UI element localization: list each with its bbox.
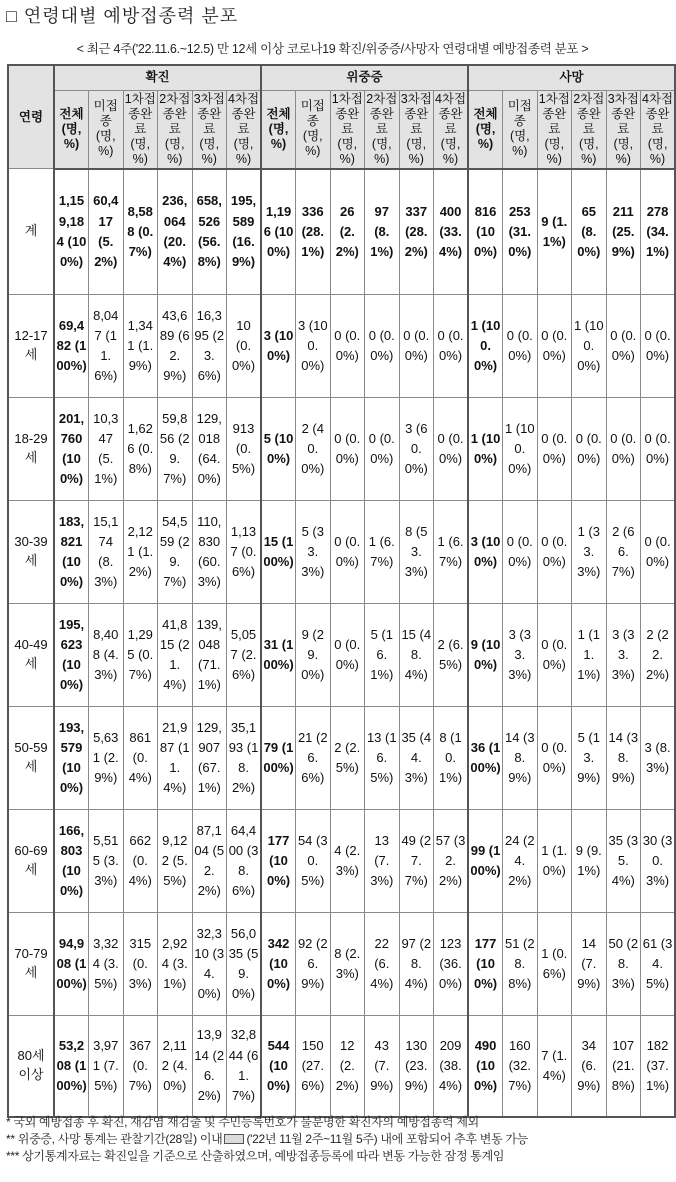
age-header: 연령 xyxy=(8,65,54,169)
confirmed-value-cell: 41,815 (21.4%) xyxy=(158,604,193,707)
footnote-2 xyxy=(6,1131,661,1148)
confirmed-value-cell: 129,907 (67.1%) xyxy=(192,707,227,810)
severe-value-cell: 177 (100%) xyxy=(261,810,296,913)
group-header-confirmed: 확진 xyxy=(54,65,261,90)
confirmed-value-cell: 3,971 (7.5%) xyxy=(89,1016,124,1117)
column-header-death-4: 3차접종완료 (명, %) xyxy=(606,90,641,169)
age-cell: 70-79세 xyxy=(8,913,54,1016)
confirmed-value-cell: 15,174 (8.3%) xyxy=(89,501,124,604)
group-header-severe: 위중증 xyxy=(261,65,468,90)
death-value-cell: 0 (0.0%) xyxy=(503,501,538,604)
table-row xyxy=(8,810,675,913)
confirmed-value-cell: 69,482 (100%) xyxy=(54,295,89,398)
confirmed-value-cell: 87,104 (52.2%) xyxy=(192,810,227,913)
death-value-cell: 9 (9.1%) xyxy=(572,810,607,913)
confirmed-value-cell: 195,589 (16.9%) xyxy=(227,169,262,295)
column-header-severe-2: 1차접종완료 (명, %) xyxy=(330,90,365,169)
severe-value-cell: 49 (27.7%) xyxy=(399,810,434,913)
severe-value-cell: 1 (6.7%) xyxy=(365,501,400,604)
column-header-death-5: 4차접종완료 (명, %) xyxy=(641,90,676,169)
column-header-severe-5: 4차접종완료 (명, %) xyxy=(434,90,469,169)
confirmed-value-cell: 60,417 (5.2%) xyxy=(89,169,124,295)
table-row xyxy=(8,398,675,501)
death-value-cell: 61 (34.5%) xyxy=(641,913,676,1016)
age-cell: 계 xyxy=(8,169,54,295)
severe-value-cell: 97 (8.1%) xyxy=(365,169,400,295)
death-value-cell: 107 (21.8%) xyxy=(606,1016,641,1117)
confirmed-value-cell: 315 (0.3%) xyxy=(123,913,158,1016)
death-value-cell: 34 (6.9%) xyxy=(572,1016,607,1117)
column-header-confirmed-5: 4차접종완료 (명, %) xyxy=(227,90,262,169)
column-header-severe-4: 3차접종완료 (명, %) xyxy=(399,90,434,169)
table-row xyxy=(8,295,675,398)
confirmed-value-cell: 9,122 (5.5%) xyxy=(158,810,193,913)
severe-value-cell: 0 (0.0%) xyxy=(434,295,469,398)
severe-value-cell: 26 (2.2%) xyxy=(330,169,365,295)
severe-value-cell: 43 (7.9%) xyxy=(365,1016,400,1117)
age-cell: 18-29세 xyxy=(8,398,54,501)
confirmed-value-cell: 13,914 (26.2%) xyxy=(192,1016,227,1117)
confirmed-value-cell: 367 (0.7%) xyxy=(123,1016,158,1117)
column-header-death-0: 전체 (명, %) xyxy=(468,90,503,169)
severe-value-cell: 8 (53.3%) xyxy=(399,501,434,604)
shaded-cell-legend-icon xyxy=(224,1134,244,1144)
severe-value-cell: 0 (0.0%) xyxy=(330,501,365,604)
severe-value-cell: 209 (38.4%) xyxy=(434,1016,469,1117)
severe-value-cell: 0 (0.0%) xyxy=(365,398,400,501)
confirmed-value-cell: 35,193 (18.2%) xyxy=(227,707,262,810)
confirmed-value-cell: 64,400 (38.6%) xyxy=(227,810,262,913)
confirmed-value-cell: 43,689 (62.9%) xyxy=(158,295,193,398)
death-value-cell: 182 (37.1%) xyxy=(641,1016,676,1117)
death-value-cell: 3 (100%) xyxy=(468,501,503,604)
footnote-2-end: ('22년 11월 2주~11월 5주) 내에 포함되어 추후 변동 가능 xyxy=(246,1132,529,1146)
death-value-cell: 99 (100%) xyxy=(468,810,503,913)
severe-value-cell: 8 (10.1%) xyxy=(434,707,469,810)
severe-value-cell: 2 (2.5%) xyxy=(330,707,365,810)
severe-value-cell: 544 (100%) xyxy=(261,1016,296,1117)
confirmed-value-cell: 1,341 (1.9%) xyxy=(123,295,158,398)
confirmed-value-cell: 139,048 (71.1%) xyxy=(192,604,227,707)
confirmed-value-cell: 56,035 (59.0%) xyxy=(227,913,262,1016)
severe-value-cell: 31 (100%) xyxy=(261,604,296,707)
death-value-cell: 1 (0.6%) xyxy=(537,913,572,1016)
severe-value-cell: 2 (6.5%) xyxy=(434,604,469,707)
confirmed-value-cell: 195,623 (100%) xyxy=(54,604,89,707)
death-value-cell: 50 (28.3%) xyxy=(606,913,641,1016)
confirmed-value-cell: 2,112 (4.0%) xyxy=(158,1016,193,1117)
death-value-cell: 211 (25.9%) xyxy=(606,169,641,295)
column-header-severe-1: 미접종 (명, %) xyxy=(296,90,331,169)
confirmed-value-cell: 3,324 (3.5%) xyxy=(89,913,124,1016)
table-row xyxy=(8,501,675,604)
death-value-cell: 24 (24.2%) xyxy=(503,810,538,913)
confirmed-value-cell: 32,844 (61.7%) xyxy=(227,1016,262,1117)
severe-value-cell: 0 (0.0%) xyxy=(330,398,365,501)
severe-value-cell: 92 (26.9%) xyxy=(296,913,331,1016)
confirmed-value-cell: 10,347 (5.1%) xyxy=(89,398,124,501)
column-header-death-2: 1차접종완료 (명, %) xyxy=(537,90,572,169)
age-cell: 30-39세 xyxy=(8,501,54,604)
death-value-cell: 0 (0.0%) xyxy=(572,398,607,501)
confirmed-value-cell: 5,515 (3.3%) xyxy=(89,810,124,913)
table-row xyxy=(8,169,675,295)
confirmed-value-cell: 5,057 (2.6%) xyxy=(227,604,262,707)
confirmed-value-cell: 32,310 (34.0%) xyxy=(192,913,227,1016)
severe-value-cell: 0 (0.0%) xyxy=(330,604,365,707)
severe-value-cell: 337 (28.2%) xyxy=(399,169,434,295)
confirmed-value-cell: 1,159,184 (100%) xyxy=(54,169,89,295)
page-title: □ 연령대별 예방접종력 분포 xyxy=(6,6,239,26)
confirmed-value-cell: 94,908 (100%) xyxy=(54,913,89,1016)
footnote-3: *** 상기통계자료는 확진일을 기준으로 산출하였으며, 예방접종등록에 따라 변동 가능한 잠정 통계임 xyxy=(6,1149,505,1163)
death-value-cell: 177 (100%) xyxy=(468,913,503,1016)
confirmed-value-cell: 1,137 (0.6%) xyxy=(227,501,262,604)
death-value-cell: 1 (33.3%) xyxy=(572,501,607,604)
column-header-death-1: 미접종 (명, %) xyxy=(503,90,538,169)
severe-value-cell: 400 (33.4%) xyxy=(434,169,469,295)
severe-value-cell: 15 (100%) xyxy=(261,501,296,604)
confirmed-value-cell: 129,018 (64.0%) xyxy=(192,398,227,501)
severe-value-cell: 13 (16.5%) xyxy=(365,707,400,810)
severe-value-cell: 336 (28.1%) xyxy=(296,169,331,295)
death-value-cell: 253 (31.0%) xyxy=(503,169,538,295)
footnotes xyxy=(6,1114,661,1165)
confirmed-value-cell: 166,803 (100%) xyxy=(54,810,89,913)
age-cell: 50-59세 xyxy=(8,707,54,810)
age-cell: 80세 이상 xyxy=(8,1016,54,1117)
column-header-confirmed-2: 1차접종완료 (명, %) xyxy=(123,90,158,169)
table-row xyxy=(8,707,675,810)
death-value-cell: 9 (100%) xyxy=(468,604,503,707)
confirmed-value-cell: 183,821 (100%) xyxy=(54,501,89,604)
confirmed-value-cell: 5,631 (2.9%) xyxy=(89,707,124,810)
death-value-cell: 816 (100%) xyxy=(468,169,503,295)
severe-value-cell: 21 (26.6%) xyxy=(296,707,331,810)
severe-value-cell: 9 (29.0%) xyxy=(296,604,331,707)
confirmed-value-cell: 201,760 (100%) xyxy=(54,398,89,501)
severe-value-cell: 342 (100%) xyxy=(261,913,296,1016)
death-value-cell: 0 (0.0%) xyxy=(503,295,538,398)
table-row xyxy=(8,1016,675,1117)
death-value-cell: 2 (22.2%) xyxy=(641,604,676,707)
death-value-cell: 1 (11.1%) xyxy=(572,604,607,707)
severe-value-cell: 79 (100%) xyxy=(261,707,296,810)
death-value-cell: 1 (100.0%) xyxy=(572,295,607,398)
confirmed-value-cell: 8,408 (4.3%) xyxy=(89,604,124,707)
death-value-cell: 1 (100.0%) xyxy=(503,398,538,501)
footnote-2-start: ** 위중증, 사망 통계는 관찰기간(28일) 이내 xyxy=(6,1132,223,1146)
death-value-cell: 0 (0.0%) xyxy=(641,501,676,604)
confirmed-value-cell: 21,987 (11.4%) xyxy=(158,707,193,810)
severe-value-cell: 5 (33.3%) xyxy=(296,501,331,604)
death-value-cell: 1 (1.0%) xyxy=(537,810,572,913)
death-value-cell: 14 (38.9%) xyxy=(503,707,538,810)
severe-value-cell: 3 (60.0%) xyxy=(399,398,434,501)
column-header-severe-0: 전체 (명, %) xyxy=(261,90,296,169)
death-value-cell: 3 (8.3%) xyxy=(641,707,676,810)
confirmed-value-cell: 1,295 (0.7%) xyxy=(123,604,158,707)
death-value-cell: 7 (1.4%) xyxy=(537,1016,572,1117)
death-value-cell: 3 (33.3%) xyxy=(503,604,538,707)
confirmed-value-cell: 913 (0.5%) xyxy=(227,398,262,501)
severe-value-cell: 54 (30.5%) xyxy=(296,810,331,913)
severe-value-cell: 2 (40.0%) xyxy=(296,398,331,501)
age-cell: 40-49세 xyxy=(8,604,54,707)
death-value-cell: 0 (0.0%) xyxy=(641,295,676,398)
death-value-cell: 1 (100%) xyxy=(468,398,503,501)
footnote-1: * 국외 예방접종 후 확진, 재감염 재검출 및 주민등록번호가 불분명한 확진자의 예방접종력 제외 xyxy=(6,1115,479,1129)
confirmed-value-cell: 16,395 (23.6%) xyxy=(192,295,227,398)
column-header-confirmed-4: 3차접종완료 (명, %) xyxy=(192,90,227,169)
severe-value-cell: 0 (0.0%) xyxy=(399,295,434,398)
severe-value-cell: 13 (7.3%) xyxy=(365,810,400,913)
death-value-cell: 1 (100.0%) xyxy=(468,295,503,398)
death-value-cell: 36 (100%) xyxy=(468,707,503,810)
severe-value-cell: 97 (28.4%) xyxy=(399,913,434,1016)
severe-value-cell: 22 (6.4%) xyxy=(365,913,400,1016)
severe-value-cell: 1,196 (100%) xyxy=(261,169,296,295)
severe-value-cell: 4 (2.3%) xyxy=(330,810,365,913)
death-value-cell: 490 (100%) xyxy=(468,1016,503,1117)
column-header-confirmed-0: 전체 (명, %) xyxy=(54,90,89,169)
severe-value-cell: 5 (100%) xyxy=(261,398,296,501)
column-header-confirmed-3: 2차접종완료 (명, %) xyxy=(158,90,193,169)
death-value-cell: 3 (33.3%) xyxy=(606,604,641,707)
death-value-cell: 14 (38.9%) xyxy=(606,707,641,810)
confirmed-value-cell: 110,830 (60.3%) xyxy=(192,501,227,604)
death-value-cell: 35 (35.4%) xyxy=(606,810,641,913)
death-value-cell: 5 (13.9%) xyxy=(572,707,607,810)
severe-value-cell: 12 (2.2%) xyxy=(330,1016,365,1117)
confirmed-value-cell: 236,064 (20.4%) xyxy=(158,169,193,295)
severe-value-cell: 150 (27.6%) xyxy=(296,1016,331,1117)
severe-value-cell: 0 (0.0%) xyxy=(365,295,400,398)
severe-value-cell: 57 (32.2%) xyxy=(434,810,469,913)
death-value-cell: 0 (0.0%) xyxy=(606,295,641,398)
death-value-cell: 0 (0.0%) xyxy=(537,604,572,707)
confirmed-value-cell: 2,924 (3.1%) xyxy=(158,913,193,1016)
confirmed-value-cell: 2,121 (1.2%) xyxy=(123,501,158,604)
table-row xyxy=(8,604,675,707)
group-header-death: 사망 xyxy=(468,65,675,90)
confirmed-value-cell: 10 (0.0%) xyxy=(227,295,262,398)
confirmed-value-cell: 53,208 (100%) xyxy=(54,1016,89,1117)
severe-value-cell: 0 (0.0%) xyxy=(434,398,469,501)
column-header-death-3: 2차접종완료 (명, %) xyxy=(572,90,607,169)
death-value-cell: 65 (8.0%) xyxy=(572,169,607,295)
confirmed-value-cell: 54,559 (29.7%) xyxy=(158,501,193,604)
death-value-cell: 30 (30.3%) xyxy=(641,810,676,913)
severe-value-cell: 1 (6.7%) xyxy=(434,501,469,604)
severe-value-cell: 5 (16.1%) xyxy=(365,604,400,707)
death-value-cell: 2 (66.7%) xyxy=(606,501,641,604)
confirmed-value-cell: 662 (0.4%) xyxy=(123,810,158,913)
death-value-cell: 51 (28.8%) xyxy=(503,913,538,1016)
death-value-cell: 0 (0.0%) xyxy=(537,707,572,810)
confirmed-value-cell: 193,579 (100%) xyxy=(54,707,89,810)
table-caption: < 최근 4주('22.11.6.~12.5) 만 12세 이상 코로나19 확진/위중증/사망자 연령대별 예방접종력 분포 > xyxy=(76,42,589,56)
column-header-severe-3: 2차접종완료 (명, %) xyxy=(365,90,400,169)
age-cell: 12-17세 xyxy=(8,295,54,398)
severe-value-cell: 3 (100.0%) xyxy=(296,295,331,398)
severe-value-cell: 123 (36.0%) xyxy=(434,913,469,1016)
age-cell: 60-69세 xyxy=(8,810,54,913)
death-value-cell: 0 (0.0%) xyxy=(537,398,572,501)
death-value-cell: 14 (7.9%) xyxy=(572,913,607,1016)
death-value-cell: 160 (32.7%) xyxy=(503,1016,538,1117)
column-header-confirmed-1: 미접종 (명, %) xyxy=(89,90,124,169)
death-value-cell: 0 (0.0%) xyxy=(537,295,572,398)
vaccination-history-table xyxy=(7,64,676,1118)
severe-value-cell: 130 (23.9%) xyxy=(399,1016,434,1117)
death-value-cell: 0 (0.0%) xyxy=(606,398,641,501)
confirmed-value-cell: 8,588 (0.7%) xyxy=(123,169,158,295)
death-value-cell: 0 (0.0%) xyxy=(641,398,676,501)
confirmed-value-cell: 8,047 (11.6%) xyxy=(89,295,124,398)
death-value-cell: 278 (34.1%) xyxy=(641,169,676,295)
confirmed-value-cell: 59,856 (29.7%) xyxy=(158,398,193,501)
confirmed-value-cell: 658,526 (56.8%) xyxy=(192,169,227,295)
severe-value-cell: 15 (48.4%) xyxy=(399,604,434,707)
death-value-cell: 9 (1.1%) xyxy=(537,169,572,295)
confirmed-value-cell: 1,626 (0.8%) xyxy=(123,398,158,501)
severe-value-cell: 0 (0.0%) xyxy=(330,295,365,398)
severe-value-cell: 8 (2.3%) xyxy=(330,913,365,1016)
death-value-cell: 0 (0.0%) xyxy=(537,501,572,604)
confirmed-value-cell: 861 (0.4%) xyxy=(123,707,158,810)
severe-value-cell: 3 (100%) xyxy=(261,295,296,398)
severe-value-cell: 35 (44.3%) xyxy=(399,707,434,810)
table-row xyxy=(8,913,675,1016)
